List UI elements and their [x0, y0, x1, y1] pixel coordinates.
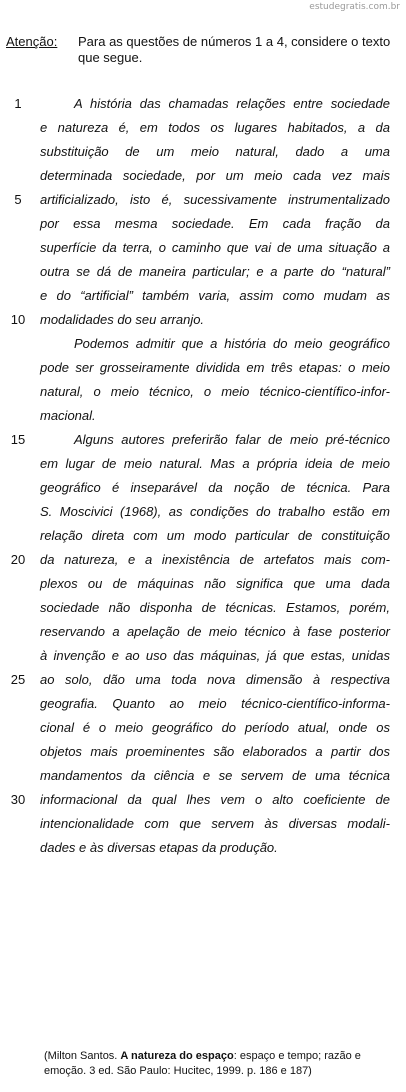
text-line: modalidades do seu arranjo.	[40, 312, 205, 327]
text-line: Alguns autores preferirão falar de meio pré-técnico	[74, 432, 390, 447]
line-number: 20	[10, 552, 26, 567]
line-number: 5	[14, 192, 22, 207]
text-line: à invenção e ao uso das máquinas, já que estas, unidas	[40, 648, 390, 663]
text-line: substituição de um meio natural, dado a uma	[40, 144, 390, 159]
text-line: objetos mais proeminentes são elaborados a partir dos	[40, 744, 390, 759]
source-citation	[44, 1049, 396, 1079]
line-number: 30	[10, 792, 26, 807]
attention-text: Para as questões de números 1 a 4, considere o texto que segue.	[78, 34, 391, 65]
watermark: estudegratis.com.br	[309, 2, 400, 12]
text-line: artificializado, isto é, sucessivamente instrumentalizado	[40, 192, 390, 207]
text-line: em lugar de meio natural. Mas a própria ideia de meio	[40, 456, 390, 471]
text-line: natural, o meio técnico, o meio técnico-científico-infor-	[40, 384, 390, 399]
text-line: macional.	[40, 408, 96, 423]
line-number: 15	[10, 432, 26, 447]
text-line: A história das chamadas relações entre sociedade	[74, 96, 390, 111]
line-number: 10	[10, 312, 26, 327]
text-line: pode ser grosseiramente dividida em três etapas: o meio	[40, 360, 390, 375]
text-line: e do “artificial” também varia, assim como mudam as	[40, 288, 390, 303]
attention-block	[6, 34, 398, 66]
text-line: dades e às diversas etapas da produção.	[40, 840, 278, 855]
text-line: Podemos admitir que a história do meio geográfico	[74, 336, 390, 351]
text-line: sociedade não disponha de técnicas. Estamos, porém,	[40, 600, 390, 615]
text-line: S. Moscivici (1968), as condições do trabalho estão em	[40, 504, 390, 519]
line-number: 1	[14, 96, 22, 111]
text-line: da natureza, e a inexistência de artefatos mais com-	[40, 552, 390, 567]
text-line: outra se dá de maneira particular; e a parte do “natural”	[40, 264, 390, 279]
text-line: mandamentos da ciência e se servem de uma técnica	[40, 768, 390, 783]
text-line: e natureza é, em todos os lugares habitados, a da	[40, 120, 390, 135]
source-title: A natureza do espaço	[120, 1050, 234, 1062]
text-line: geografia. Quanto ao meio técnico-científico-informa-	[40, 696, 390, 711]
text-line: por essa mesma sociedade. Em cada fração da	[40, 216, 390, 231]
text-line: superfície da terra, o caminho que vai de uma situação a	[40, 240, 390, 255]
text-line: cional é o meio geográfico do período atual, onde os	[40, 720, 390, 735]
text-line: geográfico é inseparável da noção de técnica. Para	[40, 480, 390, 495]
line-number: 25	[10, 672, 26, 687]
attention-label: Atenção:	[6, 34, 58, 49]
text-line: plexos ou de máquinas não significa que uma dada	[40, 576, 390, 591]
source-prefix: (Milton Santos.	[44, 1050, 121, 1062]
text-line: reservando a apelação de meio técnico à fase posterior	[40, 624, 390, 639]
text-line: ao solo, dão uma toda nova dimensão à respectiva	[40, 672, 390, 687]
text-line: determinada sociedade, por um meio cada vez mais	[40, 168, 390, 183]
text-line: intencionalidade com que servem às diversas modali-	[40, 816, 390, 831]
source-details: : espaço e tempo; razão e emoção. 3 ed. São Paulo: Hucitec, 1999. p. 186 e 187)	[44, 1050, 361, 1077]
text-line: relação direta com um modo particular de constituição	[40, 528, 390, 543]
text-line: informacional da qual lhes vem o alto coeficiente de	[40, 792, 390, 807]
